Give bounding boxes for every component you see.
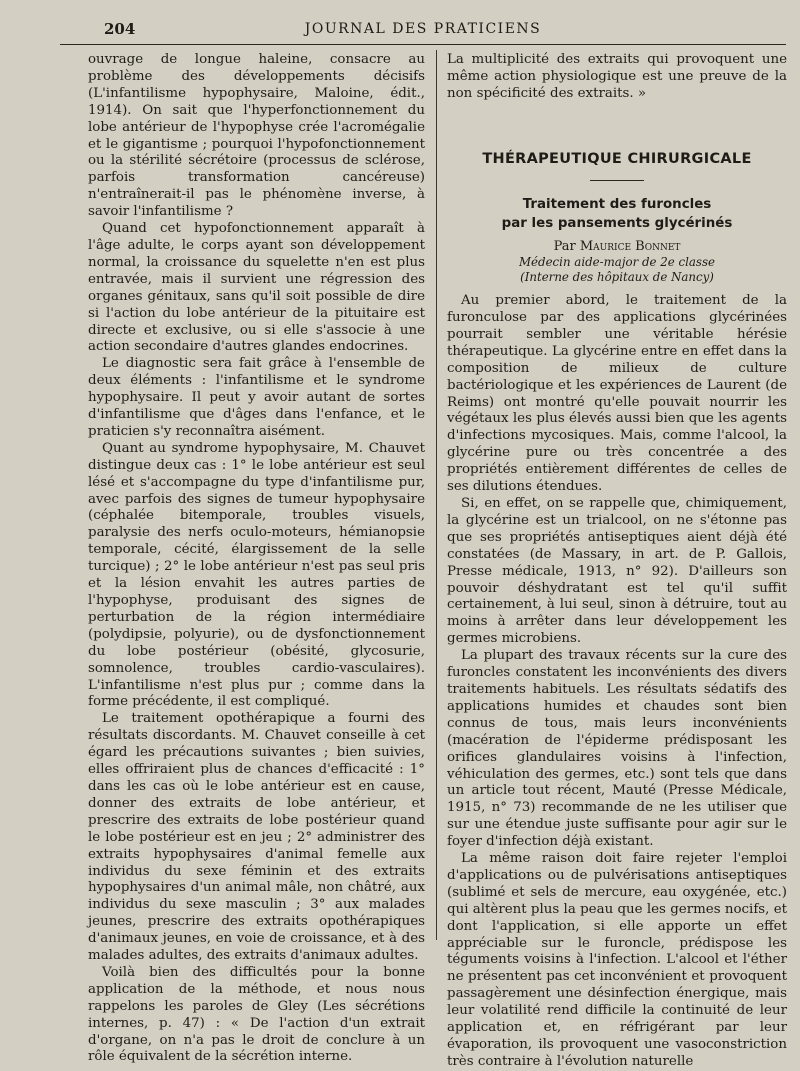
section-rule bbox=[590, 180, 644, 182]
left-paragraph-4: Quant au syndrome hypophysaire, M. Chauvet distingue deux cas : 1° le lobe antérieur est seul lésé et s'accompagne du type d'infantilisme pur, avec parfois des signes de tumeur hypophysaire (céphalée bitemporale, troubles visuels, paralysie des nerfs oculo-moteurs, hémianopsie temporale, cécité, élargissement de la selle turcique) ; 2° le lobe antérieur n'est pas seul pris et la lésion envahit les autres parties de l'hypophyse, produisant des signes de perturbation de la région intermédiaire (polydipsie, polyurie), ou de dysfonctionnement du lobe postérieur (obésité, glycosurie, somnolence, troubles cardio-vasculaires). L'infantilisme n'est plus pur ; comme dans la forme précédente, il est compliqué. bbox=[88, 440, 425, 710]
left-paragraph-3: Le diagnostic sera fait grâce à l'ensemble de deux éléments : l'infantilisme et le syndrome hypophysaire. Il peut y avoir autant de sortes d'infantilisme que d'âges dans l'enfance, et le praticien s'y reconnaîtra aisément. bbox=[88, 356, 425, 439]
left-paragraph-5: Le traitement opothérapique a fourni des résultats discordants. M. Chauvet conseille à cet égard les précautions suivantes ; bien suivies, elles offriraient plus de chances d'efficacité : 1° dans les cas où le lobe antérieur est en cause, donner des extraits de lobe antérieur, et prescrire des extraits de lobe postérieur quand le lobe postérieur est en jeu ; 2° administrer des extraits hypophysaires d'animal femelle aux individus du sexe féminin et des extraits hypophysaires d'un animal mâle, non châtré, aux individus du sexe masculin ; 3° aux malades jeunes, prescrire des extraits opothérapiques d'animaux jeunes, en voie de croissance, et à des malades adultes, des extraits d'animaux adultes. bbox=[88, 711, 425, 964]
left-column bbox=[88, 52, 425, 1066]
article-paragraph-4: La même raison doit faire rejeter l'emploi d'applications ou de pulvérisations antiseptiques (sublimé et sels de mercure, eau oxygénée, etc.) qui altèrent plus la peau que les germes nocifs, et dont l'application, si elle apporte un effet appréciable sur le furoncle, prédispose les téguments voisins à l'infection. L'alcool et l'éther ne présentent pas cet inconvénient et provoquent passagèrement une désinfection énergique, mais leur volatilité rend difficile la continuité de leur application et, en réfrigérant par leur évaporation, ils provoquent une vasoconstriction très contraire à l'évolution naturelle bbox=[447, 851, 787, 1069]
page-number: 204 bbox=[104, 20, 136, 38]
section-title: THÉRAPEUTIQUE CHIRURGICALE bbox=[482, 150, 752, 167]
page-header bbox=[60, 10, 786, 45]
article-paragraph-3: La plupart des travaux récents sur la cure des furoncles constatent les inconvénients des divers traitements habituels. Les résultats sédatifs des applications humides et chaudes sont bien connus de tous, mais leurs inconvénients (macération de l'épiderme prédisposant les orifices glandulaires voisins à l'infection, véhiculation des germes, etc.) sont tels que dans un article tout récent, Mauté (Presse Médicale, 1915, n° 73) recommande de ne les utiliser que sur une étendue juste suffisante pour agir sur le foyer d'infection déjà existant. bbox=[447, 648, 787, 850]
journal-title: JOURNAL DES PRATICIENS bbox=[304, 21, 542, 37]
left-paragraph-6: Voilà bien des difficultés pour la bonne application de la méthode, et nous nous rappelons les paroles de Gley (Les sécrétions internes, p. 47) : « De l'action d'un extrait d'organe, on n'a pas le droit de conclure à un rôle équivalent de la sécrétion interne. bbox=[88, 964, 425, 1065]
author-affiliation-2: (Interne des hôpitaux de Nancy) bbox=[520, 270, 714, 285]
right-column bbox=[447, 52, 787, 1071]
article-paragraph-1: Au premier abord, le traitement de la furonculose par des applications glycérinées pourrait sembler une véritable hérésie thérapeutique. La glycérine entre en effet dans la composition de milieux de culture bactériologique et les expériences de Laurent (de Reims) ont montré qu'elle pouvait nourrir les végétaux les plus élevés aussi bien que les agents d'infections mycosiques. Mais, comme l'alcool, la glycérine pure ou très concentrée a des propriétés entièrement différentes de celles de ses dilutions étendues. bbox=[447, 293, 787, 495]
continuation-paragraph: La multiplicité des extraits qui provoquent une même action physiologique est une preuve de la non spécificité des extraits. » bbox=[447, 52, 787, 101]
column-divider bbox=[436, 50, 437, 940]
article-title bbox=[447, 195, 787, 233]
left-paragraph-1: ouvrage de longue haleine, consacre au problème des développements décisifs (L'infantilisme hypophysaire, Maloine, édit., 1914). On sait que l'hyperfonctionnement du lobe antérieur de l'hypophyse crée l'acromégalie et le gigantisme ; pourquoi l'hypofonctionnement ou la stérilité sécrétoire (processus de sclérose, parfois transformation cancéreuse) n'entraînerait-il pas le phénomène inverse, à savoir l'infantilisme ? bbox=[88, 52, 425, 220]
byline bbox=[447, 239, 787, 255]
article-title-line-2: par les pansements glycérinés bbox=[501, 216, 733, 232]
left-paragraph-2: Quand cet hypofonctionnement apparaît à l'âge adulte, le corps ayant son développement normal, la croissance du squelette n'en est plus entravée, mais il survient une régression des organes génitaux, sans qu'il soit possible de dire si l'action du lobe antérieur de la pituitaire est directe et exclusive, ou si elle s'associe à une action secondaire d'autres glandes endocrines. bbox=[88, 221, 425, 355]
byline-prefix: Par bbox=[553, 239, 576, 255]
article-title-line-1: Traitement des furoncles bbox=[522, 197, 712, 213]
author-name: Maurice Bonnet bbox=[579, 239, 681, 255]
author-affiliation-1: Médecin aide-major de 2e classe bbox=[518, 255, 716, 270]
article-paragraph-2: Si, en effet, on se rappelle que, chimiquement, la glycérine est un trialcool, on ne s'étonne pas que ses propriétés antiseptiques aient déjà été constatées (de Massary, in art. de P. Gallois, Presse médicale, 1913, n° 92). D'ailleurs son pouvoir déshydratant est tel qu'il suffit certainement, à lui seul, sinon à détruire, tout au moins à arrêter dans leur développement les germes microbiens. bbox=[447, 496, 787, 647]
